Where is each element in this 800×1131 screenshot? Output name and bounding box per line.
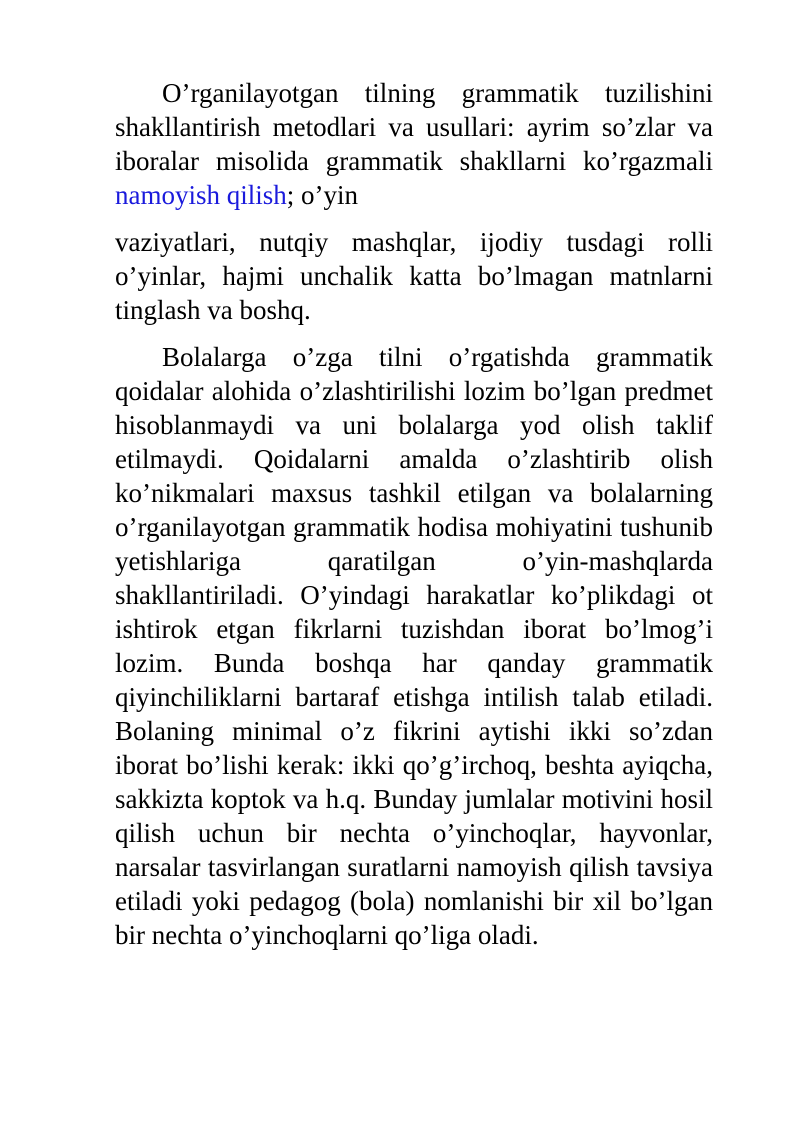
paragraph-2: vaziyatlari, nutqiy mashqlar, ijodiy tusdagi rolli o’yinlar, hajmi unchalik katta bo’lmagan matnlarni tinglash va boshq.	[115, 227, 713, 325]
paragraph-1-text-after-link: ; o’yin	[286, 180, 359, 210]
document-page	[115, 76, 713, 952]
paragraph-1	[115, 76, 713, 212]
paragraph-1-text-before-link: O’rganilayotgan tilning grammatik tuzilishini shakllantirish metodlari va usullari: ayrim so’zlar va iboralar misolida grammatik shakllarni ko’rgazmali	[115, 78, 713, 176]
namoyish-qilish-link[interactable]: namoyish qilish	[115, 180, 287, 210]
paragraph-3: Bolalarga o’zga tilni o’rgatishda grammatik qoidalar alohida o’zlashtirilishi lozim bo’lgan predmet hisoblanmaydi va uni bolalarga yod olish taklif etilmaydi. Qoidalarni amalda o’zlashtirib olish ko’nikmalari maxsus tashkil etilgan va bolalarning o’rganilayotgan grammatik hodisa mohiyatini tushunib yetishlariga qaratilgan o’yin-mashqlarda shakllantiriladi. O’yindagi harakatlar ko’plikdagi ot ishtirok etgan fikrlarni tuzishdan iborat bo’lmog’i lozim. Bunda boshqa har qanday grammatik qiyinchiliklarni bartaraf etishga intilish talab etiladi. Bolaning minimal o’z fikrini aytishi ikki so’zdan iborat bo’lishi kerak: ikki qo’g’irchoq, beshta ayiqcha, sakkizta koptok va h.q. Bunday jumlalar motivini hosil qilish uchun bir nechta o’yinchoqlar, hayvonlar, narsalar tasvirlangan suratlarni namoyish qilish tavsiya etiladi yoki pedagog (bola) nomlanishi bir xil bo’lgan bir nechta o’yinchoqlarni qo’liga oladi.	[115, 342, 713, 950]
